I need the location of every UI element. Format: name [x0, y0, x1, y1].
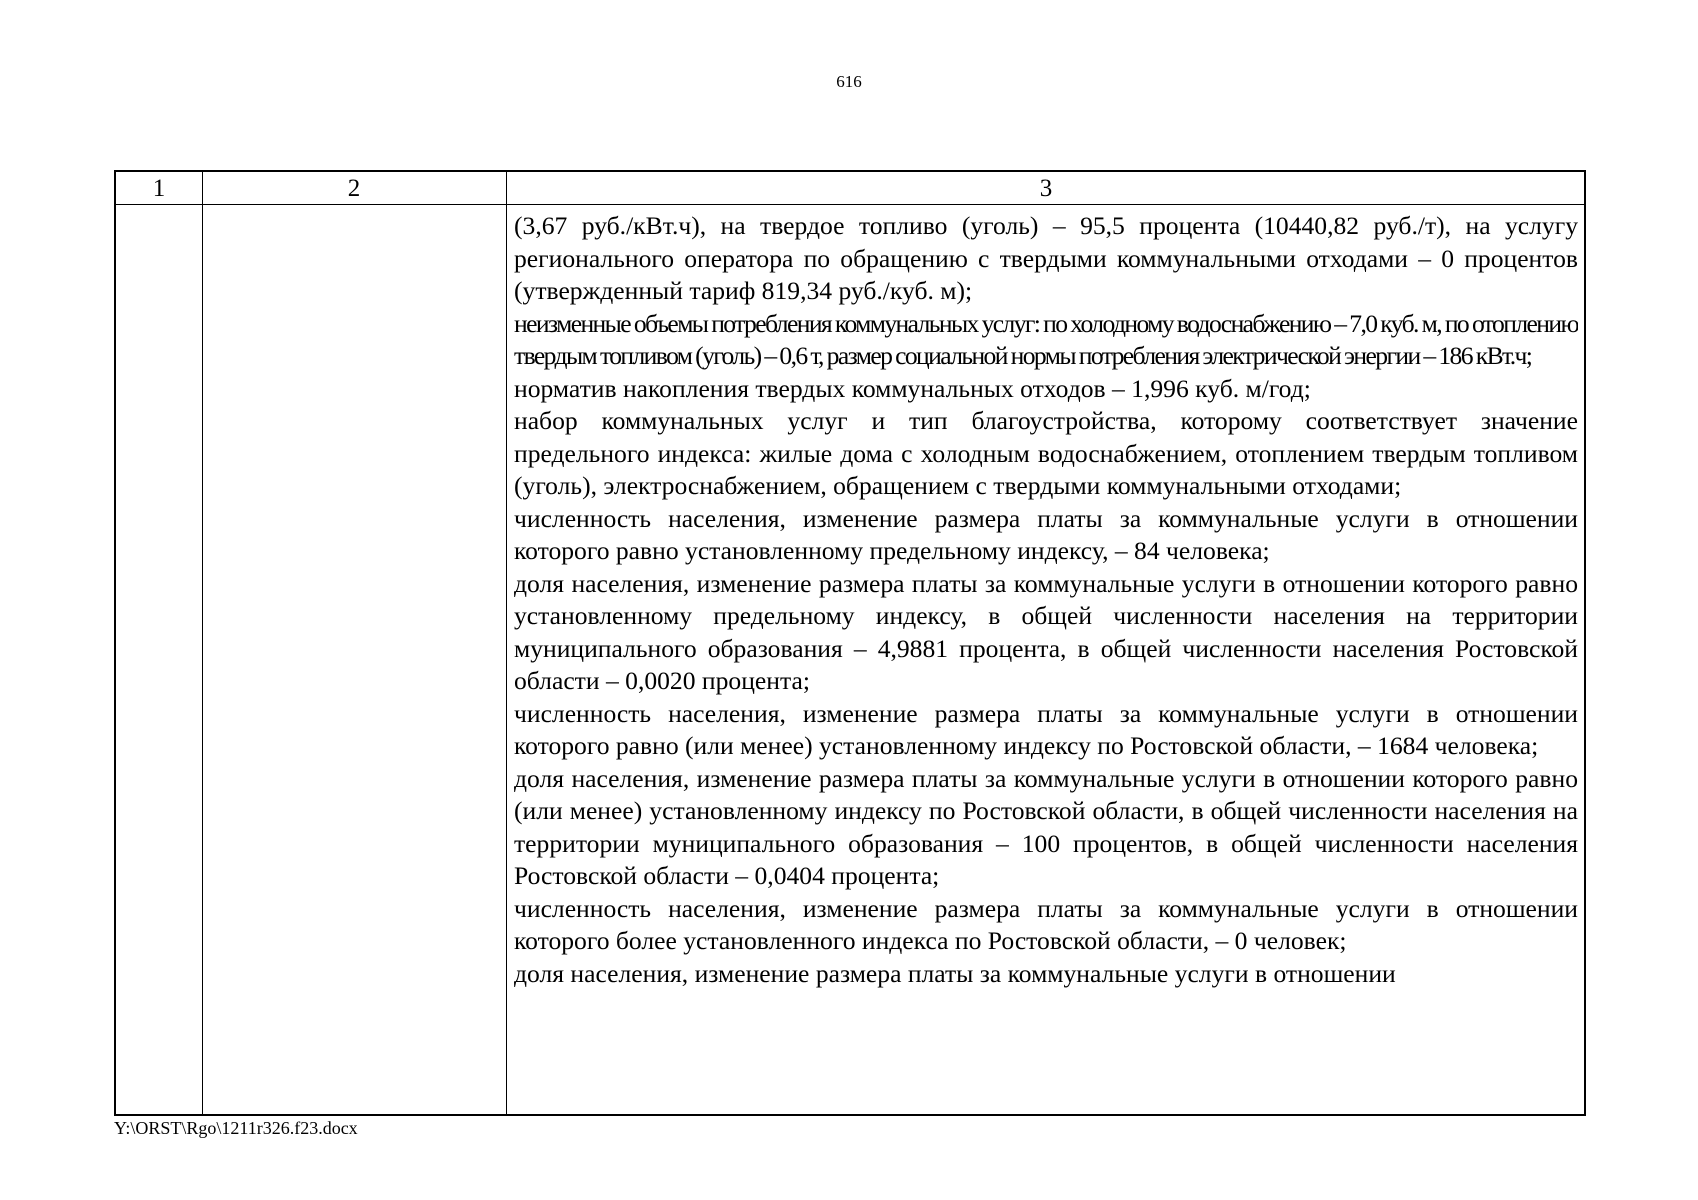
paragraph-population-equal-limit: численность населения, изменение размера платы за коммунальные услуги в отношении которого равно установленному предельному индексу, – 84 человека; — [514, 503, 1578, 565]
paragraph-consumption-volumes: неизменные объемы потребления коммунальных услуг: по холодному водоснабжению – 7,0 куб. м, по отоплению твердым топливом (уголь) – 0,6 т, размер социальной нормы потребления электрической энергии – 186 кВт.ч; — [514, 308, 1578, 370]
paragraph-tariff-increase: (3,67 руб./кВт.ч), на твердое топливо (уголь) – 95,5 процента (10440,82 руб./т), на услугу регионального оператора по обращению с твердыми коммунальными отходами – 0 процентов (утвержденный тариф 819,34 руб./куб. м); — [514, 211, 1578, 305]
column-header-1: 1 — [152, 175, 166, 202]
paragraph-waste-norm: норматив накопления твердых коммунальных отходов – 1,996 куб. м/год; — [514, 373, 1311, 403]
paragraph-population-less-regional: численность населения, изменение размера платы за коммунальные услуги в отношении которого равно (или менее) установленному индексу по Ростовской области, – 1684 человека; — [514, 698, 1578, 760]
column-divider-2 — [506, 172, 507, 1114]
paragraph-population-above-regional: численность населения, изменение размера платы за коммунальные услуги в отношении которого более установленного индекса по Ростовской области, – 0 человек; — [514, 893, 1578, 955]
header-row-divider — [116, 204, 1584, 205]
column-header-2: 2 — [347, 175, 361, 202]
column-3-content — [514, 210, 1578, 1114]
paragraph-services-set: набор коммунальных услуг и тип благоустройства, которому соответствует значение предельного индекса: жилые дома с холодным водоснабжением, отоплением твердым топливом (уголь), электроснабжением, обращением с твердыми коммунальными отходами; — [514, 406, 1578, 500]
footer-file-path: Y:\ORST\Rgo\1211r326.f23.docx — [114, 1118, 358, 1138]
document-table — [114, 170, 1586, 1116]
page-number: 616 — [836, 72, 862, 91]
column-header-3: 3 — [1039, 175, 1053, 202]
paragraph-share-above-regional: доля населения, изменение размера платы за коммунальные услуги в отношении — [514, 958, 1396, 988]
paragraph-share-less-regional: доля населения, изменение размера платы за коммунальные услуги в отношении которого равно (или менее) установленному индексу по Ростовской области, в общей численности населения на территории муниципального образования – 100 процентов, в общей численности населения Ростовской области – 0,0404 процента; — [514, 763, 1578, 890]
column-divider-1 — [202, 172, 203, 1114]
paragraph-share-equal-limit: доля населения, изменение размера платы за коммунальные услуги в отношении которого равно установленному предельному индексу, в общей численности населения на территории муниципального образования – 4,9881 процента, в общей численности населения Ростовской области – 0,0020 процента; — [514, 568, 1578, 695]
